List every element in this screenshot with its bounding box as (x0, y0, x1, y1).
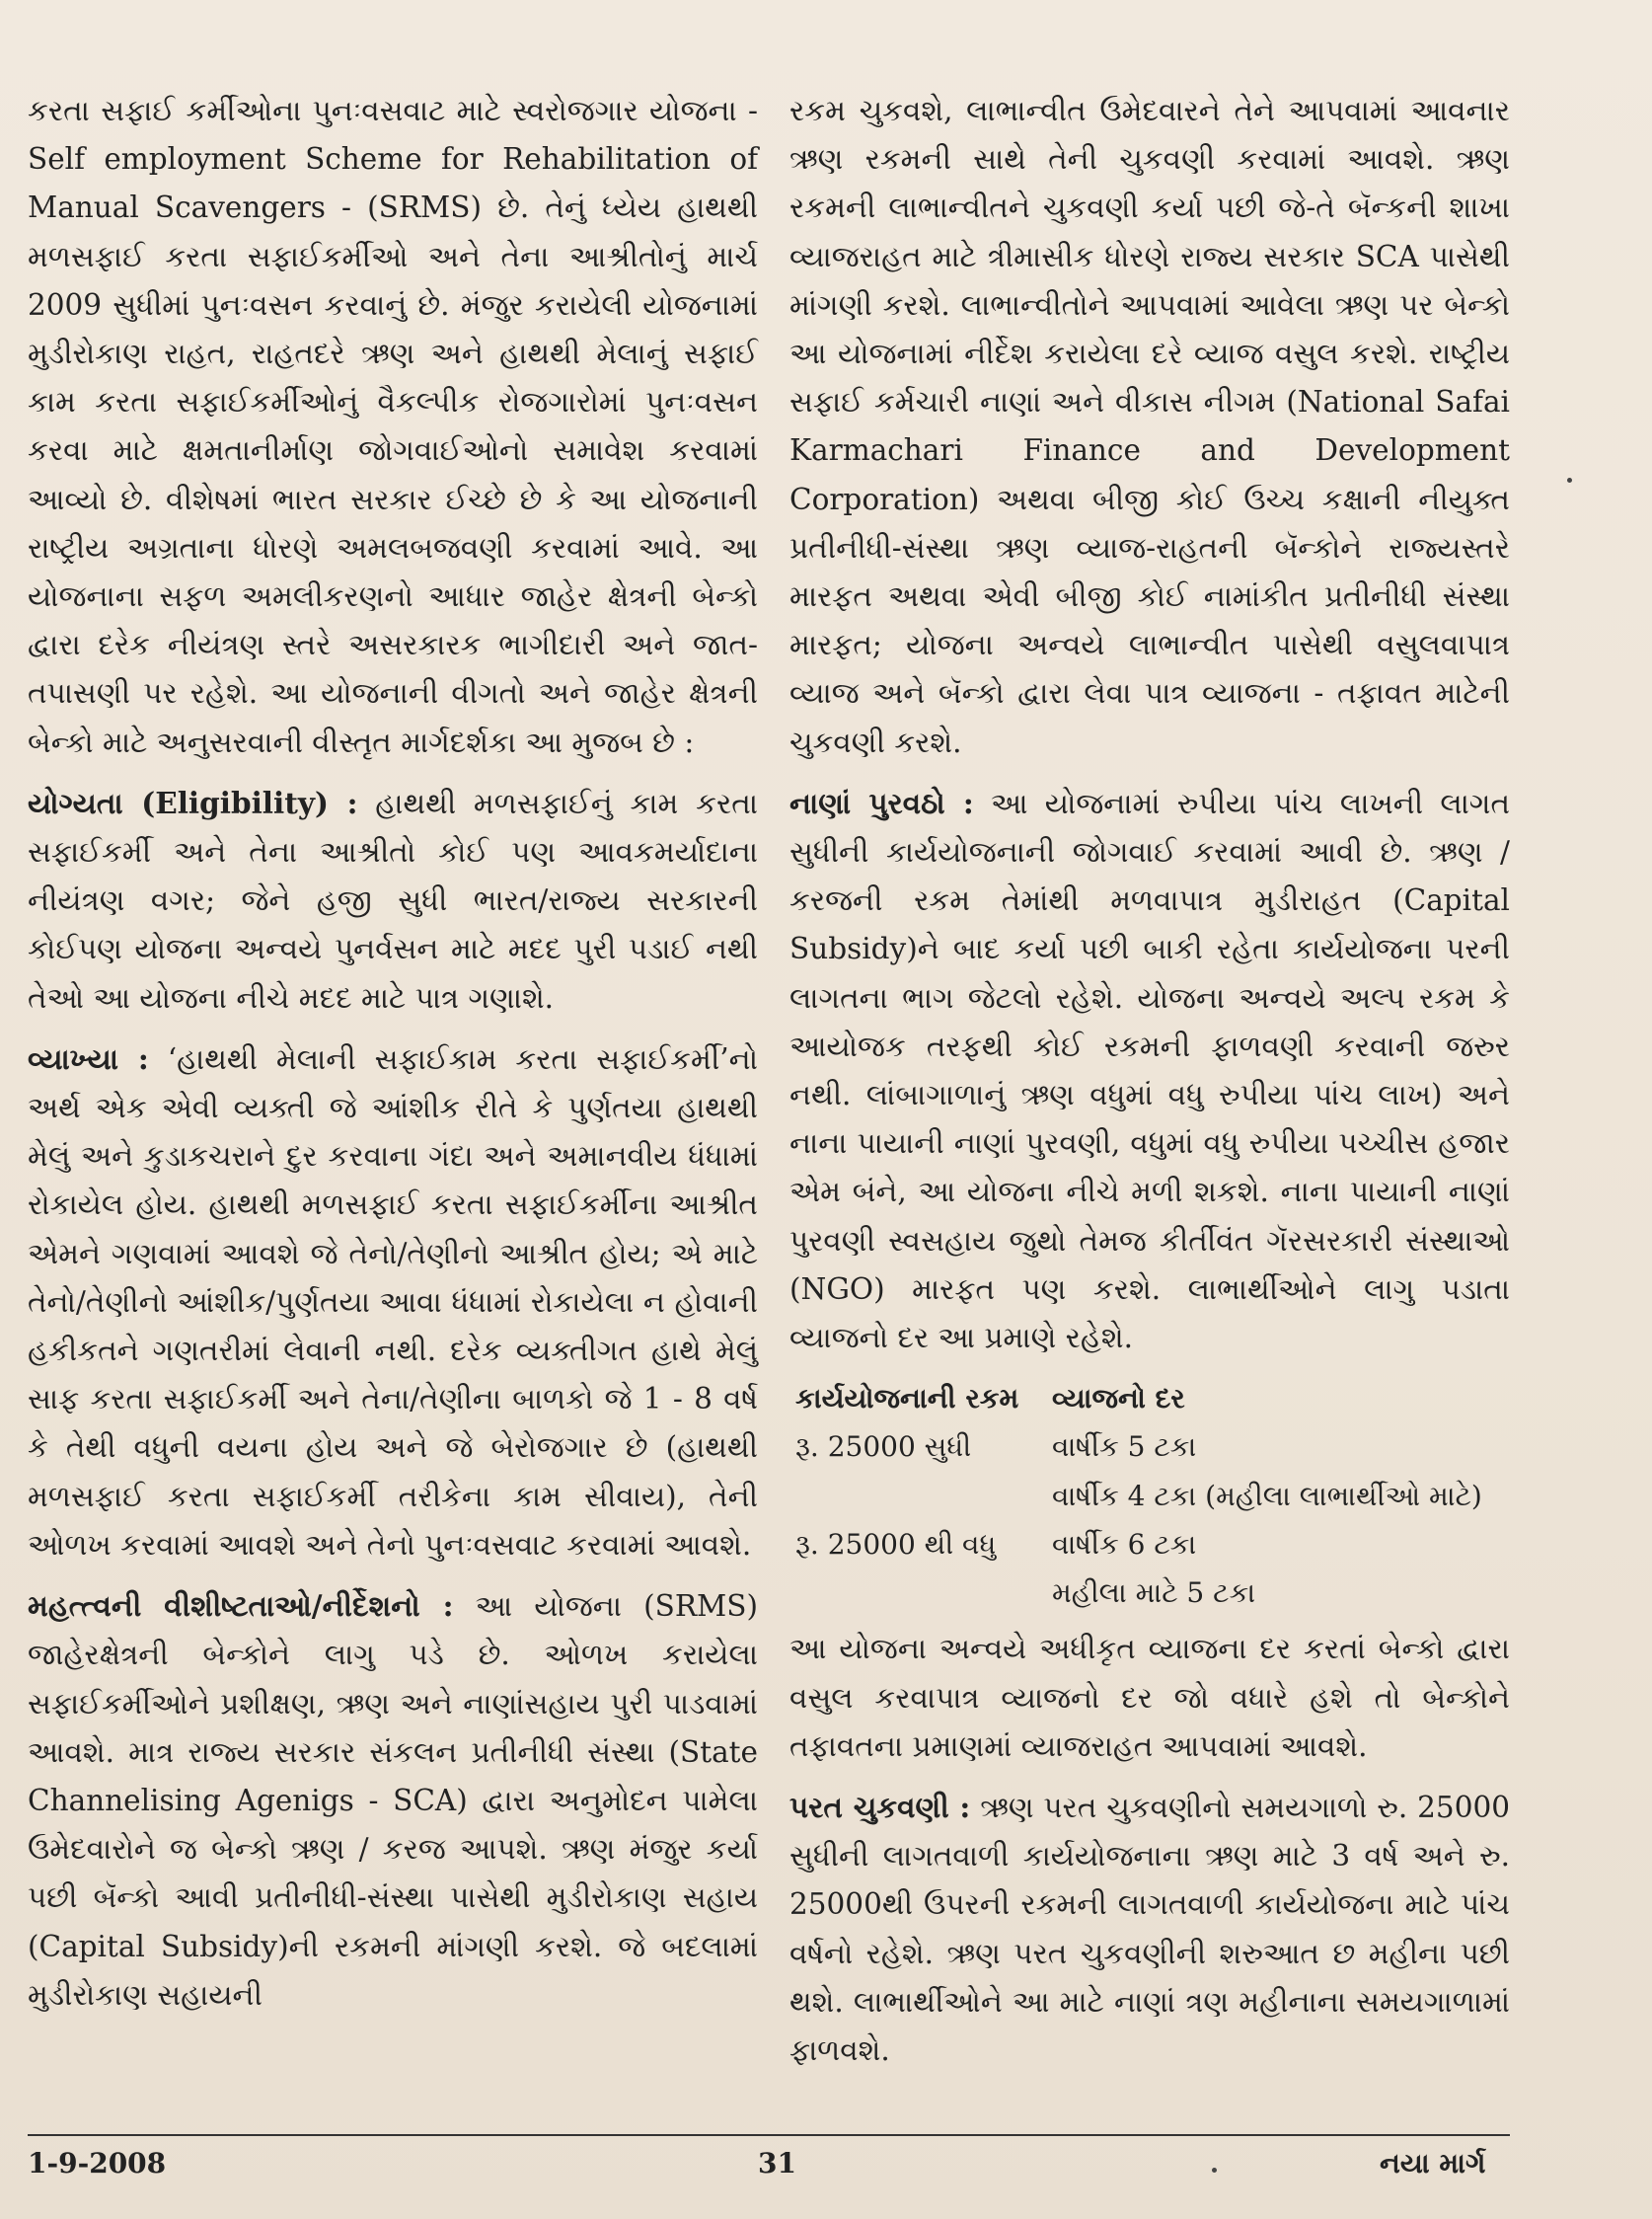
table-cell-amount: રૂ. 25000 સુધી (795, 1430, 972, 1464)
table-row (789, 1520, 1510, 1569)
section-heading-funding: નાણાં પુરવઠો : (789, 785, 974, 820)
paragraph-text: ‘હાથથી મેલાની સફાઈકામ કરતા સફાઈકર્મી’નો અર્થ એક એવી વ્યક્તી જે આંશીક રીતે કે પુર્ણતયા હાથથી મેલું અને કુડાકચરાને દુર કરવાના ગંદા અને અમાનવીય ધંધામાં રોકાયેલ હોય. હાથથી મળસફાઈ કરતા સફાઈકર્મીના આશ્રીત એમને ગણવામાં આવશે જે તેનો/તેણીનો આશ્રીત હોય; એ માટે તેનો/તેણીનો આંશીક/પુર્ણતયા આવા ધંધામાં રોકાયેલા ન હોવાની હકીકતને ગણતરીમાં લેવાની નથી. દરેક વ્યક્તીગત હાથે મેલું સાફ કરતા સફાઈકર્મી અને તેના/તેણીના બાળકો જે 1 - 8 વર્ષ કે તેથી વધુની વયના હોય અને જે બેરોજગાર છે (હાથથી મળસફાઈ કરતા સફાઈકર્મી તરીકેના કામ સીવાય), તેની ઓળખ કરવામાં આવશે અને તેનો પુનઃવસવાટ કરવામાં આવશે. (28, 1041, 759, 1562)
paragraph-definition (28, 1034, 758, 1569)
paragraph-intro (28, 87, 758, 767)
table-header-row (789, 1374, 1510, 1422)
section-heading-eligibility: યોગ્યતા (Eligibility) : (28, 785, 358, 820)
paragraph-eligibility (28, 779, 758, 1023)
right-column (789, 87, 1510, 2087)
table-cell-rate: મહીલા માટે 5 ટકા (1052, 1576, 1256, 1610)
paragraph-text: હાથથી મળસફાઈનું કામ કરતા સફાઈકર્મી અને તેના આશ્રીતો કોઈ પણ આવકમર્યાદાના નીયંત્રણ વગર; જેને હજી સુધી ભારત/રાજ્ય સરકારની કોઈપણ યોજના અન્વયે પુનર્વસન માટે મદદ પુરી પડાઈ નથી તેઓ આ યોજના નીચે મદદ માટે પાત્ર ગણાશે. (28, 786, 758, 1015)
table-cell-amount (789, 1472, 1052, 1520)
paper-speck (1212, 2168, 1217, 2173)
paragraph-repayment (789, 1783, 1510, 2075)
table-header-amount: કાર્યયોજનાની રકમ (795, 1382, 1019, 1416)
table-cell-amount (789, 1569, 1052, 1617)
paper-speck (1567, 478, 1572, 483)
table-row (789, 1472, 1510, 1520)
paragraph-continuation (789, 87, 1510, 767)
section-heading-features: મહત્ત્વની વીશીષ્ટતાઓ/નીર્દેશનો : (28, 1588, 454, 1624)
section-heading-definition: વ્યાખ્યા : (28, 1040, 149, 1076)
table-cell-amount: રૂ. 25000 થી વધુ (795, 1527, 997, 1561)
footer-magazine-name: નયા માર્ગ (1380, 2147, 1486, 2180)
footer-date: 1-9-2008 (28, 2147, 167, 2180)
paragraph-text: આ યોજનામાં રુપીયા પાંચ લાખની લાગત સુધીની કાર્યયોજનાની જોગવાઈ કરવામાં આવી છે. ઋણ / કરજની રકમ તેમાંથી મળવાપાત્ર મુડીરાહત (Capital Subsidy)ને બાદ કર્યા પછી બાકી રહેતા કાર્યયોજના પરની લાગતના ભાગ જેટલો રહેશે. યોજના અન્વયે અલ્પ રકમ કે આયોજક તરફથી કોઈ રકમની ફાળવણી કરવાની જરુર નથી. લાંબાગાળાનું ઋણ વધુમાં વધુ રુપીયા પાંચ લાખ) અને નાના પાયાની નાણાં પુરવણી, વધુમાં વધુ રુપીયા પચ્ચીસ હજાર એમ બંને, આ યોજના નીચે મળી શકશે. નાના પાયાની નાણાં પુરવણી સ્વસહાય જુથો તેમજ કીર્તીવંત ગૅરસરકારી સંસ્થાઓ (NGO) મારફત પણ કરશે. લાભાર્થીઓને લાગુ પડાતા વ્યાજનો દર આ પ્રમાણે રહેશે. (789, 786, 1511, 1355)
paragraph-rate-difference (789, 1625, 1510, 1771)
paragraph-funding (789, 779, 1510, 1362)
footer-page-number: 31 (758, 2147, 796, 2180)
paragraph-text: આ યોજના (SRMS) જાહેરક્ષેત્રની બેન્કોને લાગુ પડે છે. ઓળખ કરાયેલા સફાઈકર્મીઓને પ્રશીક્ષણ, ઋણ અને નાણાંસહાય પુરી પાડવામાં આવશે. માત્ર રાજ્ય સરકાર સંકલન પ્રતીનીધી સંસ્થા (State Channelising Agenigs - SCA) દ્વારા અનુમોદન પામેલા ઉમેદવારોને જ બેન્કો ઋણ / કરજ આપશે. ઋણ મંજુર કર્યા પછી બૅન્કો આવી પ્રતીનીધી-સંસ્થા પાસેથી મુડીરોકાણ સહાય (Capital Subsidy)ની રકમની માંગણી કરશે. જે બદલામાં મુડીરોકાણ સહાયની (28, 1589, 759, 2012)
table-cell-rate: વાર્ષીક 5 ટકા (1052, 1430, 1197, 1464)
paragraph-text: રકમ ચુકવશે, લાભાન્વીત ઉમેદવારને તેને આપવામાં આવનાર ઋણ રકમની સાથે તેની ચુકવણી કરવામાં આવશે. ઋણ રકમની લાભાન્વીતને ચુકવણી કર્યા પછી જે-તે બૅન્કની શાખા વ્યાજરાહત માટે ત્રીમાસીક ધોરણે રાજ્ય સરકાર SCA પાસેથી માંગણી કરશે. લાભાન્વીતોને આપવામાં આવેલા ઋણ પર બેન્કો આ યોજનામાં નીર્દેશ કરાયેલા દરે વ્યાજ વસુલ કરશે. રાષ્ટ્રીય સફાઈ કર્મચારી નાણાં અને વીકાસ નીગમ (National Safai Karmachari Finance and Development Corporation) અથવા બીજી કોઈ ઉચ્ચ કક્ષાની નીયુક્ત પ્રતીનીધી-સંસ્થા ઋણ વ્યાજ-રાહતની બૅન્કોને રાજ્યસ્તરે મારફત અથવા એવી બીજી કોઈ નામાંકીત પ્રતીનીધી સંસ્થા મારફત; યોજના અન્વયે લાભાન્વીત પાસેથી વસુલવાપાત્ર વ્યાજ અને બૅન્કો દ્વારા લેવા પાત્ર વ્યાજના - તફાવત માટેની ચુકવણી કરશે. (789, 94, 1510, 759)
paragraph-text: કરતા સફાઈ કર્મીઓના પુનઃવસવાટ માટે સ્વરોજગાર યોજના - Self employment Scheme for Rehabilitation of Manual Scavengers - (SRMS) છે. તેનું ધ્યેય હાથથી મળસફાઈ કરતા સફાઈકર્મીઓ અને તેના આશ્રીતોનું માર્ચ 2009 સુધીમાં પુનઃવસન કરવાનું છે. મંજુર કરાયેલી યોજનામાં મુડીરોકાણ રાહત, રાહતદરે ઋણ અને હાથથી મેલાનું સફાઈ કામ કરતા સફાઈકર્મીઓનું વૈકલ્પીક રોજગારોમાં પુનઃવસન કરવા માટે ક્ષમતાનીર્માણ જોગવાઈઓનો સમાવેશ કરવામાં આવ્યો છે. વીશેષમાં ભારત સરકાર ઈચ્છે છે કે આ યોજનાની રાષ્ટ્રીય અગ્રતાના ધોરણે અમલબજવણી કરવામાં આવે. આ યોજનાના સફળ અમલીકરણનો આધાર જાહેર ક્ષેત્રની બેન્કો દ્વારા દરેક નીયંત્રણ સ્તરે અસરકારક ભાગીદારી અને જાત-તપાસણી પર રહેશે. આ યોજનાની વીગતો અને જાહેર ક્ષેત્રની બેન્કો માટે અનુસરવાની વીસ્તૃત માર્ગદર્શકા આ મુજબ છે : (28, 94, 758, 759)
table-row (789, 1569, 1510, 1617)
table-row (789, 1422, 1510, 1471)
paragraph-text: આ યોજના અન્વયે અધીકૃત વ્યાજના દર કરતાં બેન્કો દ્વારા વસુલ કરવાપાત્ર વ્યાજનો દર જો વધારે હશે તો બેન્કોને તફાવતના પ્રમાણમાં વ્યાજરાહત આપવામાં આવશે. (789, 1632, 1510, 1763)
table-header-rate: વ્યાજનો દર (1052, 1382, 1185, 1416)
paragraph-features (28, 1581, 758, 2020)
footer-divider (28, 2134, 1510, 2136)
table-cell-rate: વાર્ષીક 4 ટકા (મહીલા લાભાર્થીઓ માટે) (1052, 1479, 1482, 1512)
table-cell-rate: વાર્ષીક 6 ટકા (1052, 1527, 1197, 1561)
paragraph-text: ઋણ પરત ચુકવણીનો સમયગાળો રુ. 25000 સુધીની લાગતવાળી કાર્યયોજનાના ઋણ માટે 3 વર્ષ અને રુ. 25000થી ઉપરની રકમની લાગતવાળી કાર્યયોજના માટે પાંચ વર્ષનો રહેશે. ઋણ પરત ચુકવણીની શરુઆત છ મહીના પછી થશે. લાભાર્થીઓને આ માટે નાણાં ત્રણ મહીનાના સમયગાળામાં ફાળવશે. (789, 1790, 1511, 2067)
interest-rate-table (789, 1374, 1510, 1617)
section-heading-repayment: પરત ચુકવણી : (789, 1789, 971, 1824)
left-column (28, 87, 758, 2031)
